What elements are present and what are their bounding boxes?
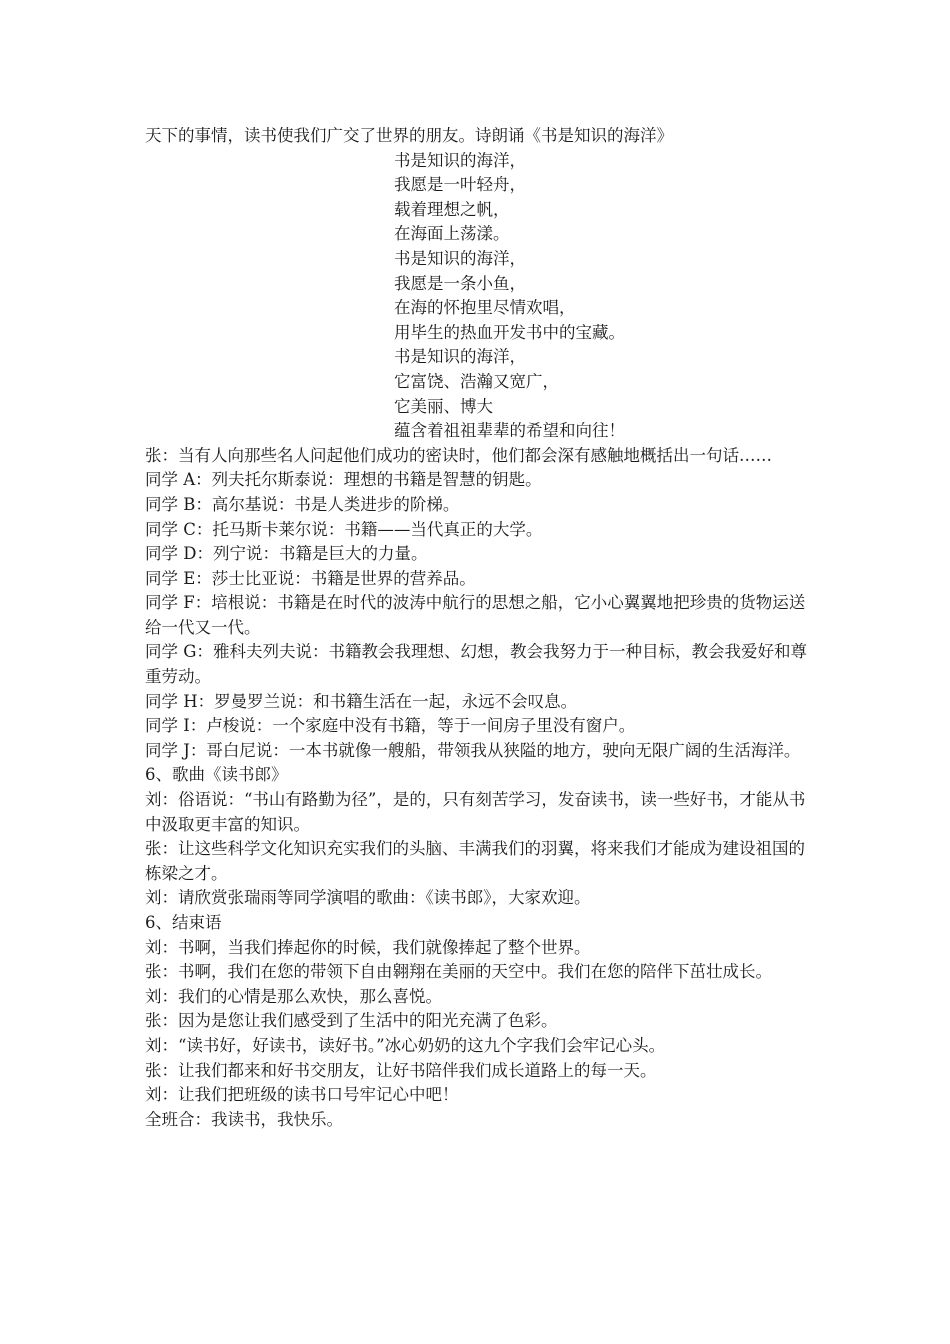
dialogue-text: 俗语说：“书山有路勤为径”，是的，只有刻苦学习，发奋读书，读一些好书，才能从书中汲取更丰富的知识。 [145,790,806,834]
speaker-label: 刘： [145,888,178,908]
dialogue-line [145,788,810,837]
quote-text: 哥白尼说：一本书就像一艘船，带领我从狭隘的地方，驶向无限广阔的生活海洋。 [206,740,801,760]
dialogue-line [145,1059,810,1084]
dialogue-text: “读书好，好读书，读好书。”冰心奶奶的这九个字我们会牢记心头。 [178,1035,666,1055]
speaker-label: 张： [145,839,178,859]
dialogue-text: 我读书，我快乐。 [211,1109,343,1129]
speaker-label: 张： [145,1011,178,1031]
document-body [145,124,810,1132]
dialogue-line [145,886,810,911]
dialogue-text: 书啊，我们在您的带领下自由翱翔在美丽的天空中。我们在您的陪伴下茁壮成长。 [178,962,772,982]
dialogue-text: 我们的心情是那么欢快，那么喜悦。 [178,986,442,1006]
poem-line: 书是知识的海洋， [394,347,526,367]
student-quotes [145,468,810,763]
section-title-closing: 6、结束语 [145,913,222,932]
dialogue-line [145,936,810,961]
quote-text: 卢梭说：一个家庭中没有书籍，等于一间房子里没有窗户。 [206,716,636,736]
speaker-label: 同学 E： [145,568,212,588]
quote-text: 培根说：书籍是在时代的波涛中航行的思想之船，它小心翼翼地把珍贵的货物运送给一代又一代。 [145,593,806,637]
speaker-label: 同学 I： [145,716,207,736]
poem-line: 我愿是一条小鱼， [394,273,526,293]
speaker-label: 刘： [145,986,178,1006]
dialogue-line [145,1009,810,1034]
poem-line: 我愿是一叶轻舟， [394,175,526,195]
dialogue-text: 因为是您让我们感受到了生活中的阳光充满了色彩。 [178,1011,558,1031]
student-quote [145,690,810,715]
speaker-label: 同学 C： [145,519,213,539]
speaker-label: 刘： [145,790,178,810]
student-quote [145,518,810,543]
speaker-label: 刘： [145,1085,178,1105]
quote-text: 列宁说：书籍是巨大的力量。 [212,544,428,564]
dialogue-line [145,985,810,1010]
dialogue-line [145,1034,810,1059]
poem-block [145,149,810,444]
section-title-song: 6、歌曲《读书郎》 [145,765,288,785]
dialogue-text: 请欣赏张瑞雨等同学演唱的歌曲：《读书郎》，大家欢迎。 [178,888,591,908]
quote-text: 托马斯卡莱尔说：书籍——当代真正的大学。 [212,519,543,539]
poem-line: 用毕生的热血开发书中的宝藏。 [394,322,625,342]
quote-text: 莎士比亚说：书籍是世界的营养品。 [211,568,476,588]
closing-dialogue [145,936,810,1133]
speaker-label: 同学 A： [145,470,212,490]
speaker-label: 全班合： [145,1109,211,1129]
student-quote [145,640,810,689]
student-quote [145,468,810,493]
dialogue-text: 当有人向那些名人问起他们成功的密诀时，他们都会深有感触地概括出一句话…… [178,445,772,465]
dialogue-line [145,444,810,469]
poem-line: 它富饶、浩瀚又宽广， [394,371,559,391]
speaker-label: 同学 F： [145,593,212,613]
intro-line: 天下的事情，读书使我们广交了世界的朋友。诗朗诵《书是知识的海洋》 [145,126,673,145]
student-quote [145,591,810,640]
poem-line: 载着理想之帆， [394,199,510,219]
dialogue-line [145,1083,810,1108]
speaker-label: 同学 G： [145,642,213,662]
speaker-label: 张： [145,445,178,465]
poem-line: 蕴含着祖祖辈辈的希望和向往！ [394,421,625,441]
speaker-label: 刘： [145,937,178,957]
speaker-label: 同学 B： [145,494,212,514]
student-quote [145,714,810,739]
poem-line: 它美丽、博大 [394,396,493,416]
song-dialogue [145,788,810,911]
quote-text: 罗曼罗兰说：和书籍生活在一起，永远不会叹息。 [214,691,578,711]
quote-text: 列夫托尔斯泰说：理想的书籍是智慧的钥匙。 [211,470,542,490]
student-quote [145,739,810,764]
speaker-label: 同学 J： [145,740,207,760]
dialogue-text: 书啊，当我们捧起你的时候，我们就像捧起了整个世界。 [178,937,591,957]
quote-text: 雅科夫列夫说：书籍教会我理想、幻想，教会我努力于一种目标，教会我爱好和尊重劳动。 [145,642,807,687]
dialogue-line [145,837,810,886]
speaker-label: 同学 D： [145,544,213,564]
poem-line: 书是知识的海洋， [394,248,526,268]
speaker-label: 同学 H： [145,691,215,711]
student-quote [145,493,810,518]
student-quote [145,542,810,567]
speaker-label: 刘： [145,1035,178,1055]
poem-line: 书是知识的海洋， [394,150,526,170]
dialogue-line [145,960,810,985]
speaker-label: 张： [145,1060,178,1080]
dialogue-text: 让这些科学文化知识充实我们的头脑、丰满我们的羽翼，将来我们才能成为建设祖国的栋梁之才。 [145,839,805,883]
dialogue-text: 让我们都来和好书交朋友，让好书陪伴我们成长道路上的每一天。 [178,1060,657,1080]
speaker-label: 张： [145,962,178,982]
dialogue-text: 让我们把班级的读书口号牢记心中吧！ [178,1085,459,1105]
student-quote [145,567,810,592]
quote-text: 高尔基说：书是人类进步的阶梯。 [211,494,460,514]
dialogue-line [145,1108,810,1133]
poem-line: 在海面上荡漾。 [394,224,510,244]
poem-line: 在海的怀抱里尽情欢唱， [394,298,576,318]
